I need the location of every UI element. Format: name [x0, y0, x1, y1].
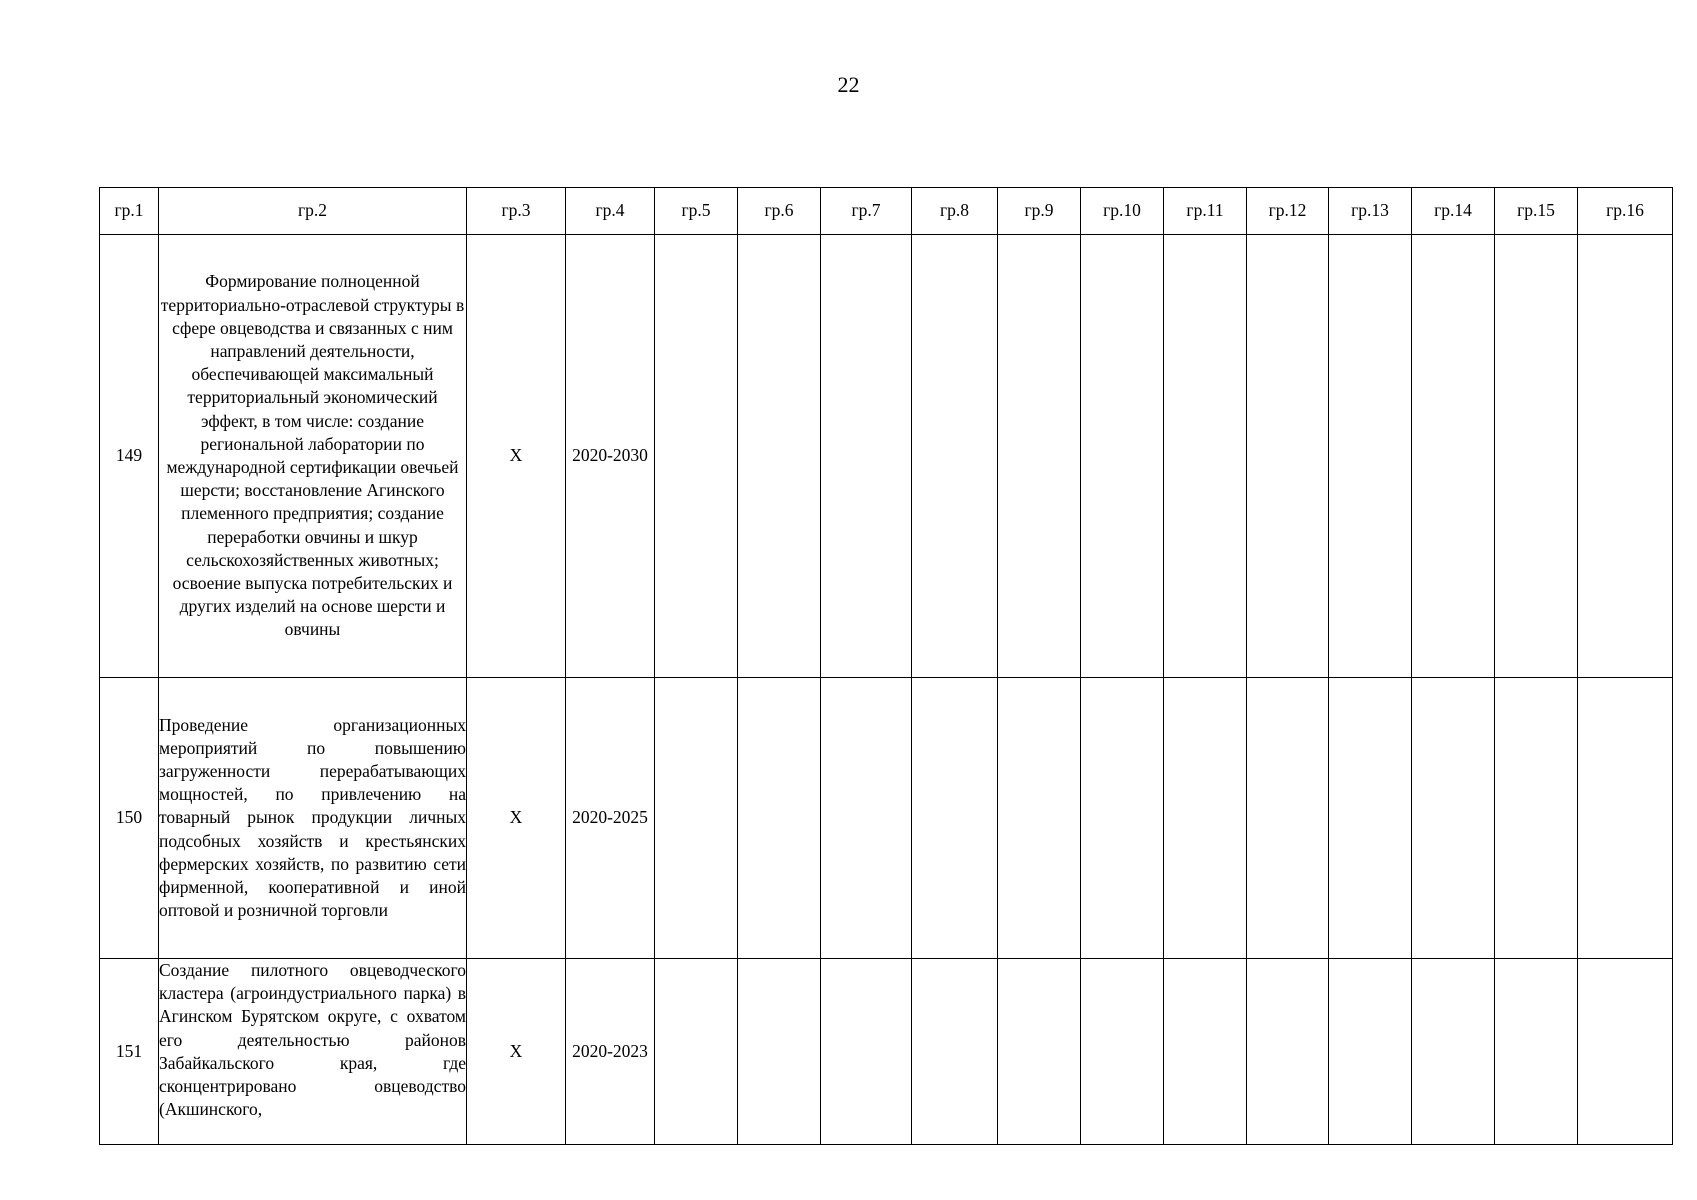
header-cell: гр.11: [1164, 188, 1247, 235]
empty-cell: [1412, 959, 1495, 1145]
empty-cell: [738, 959, 821, 1145]
empty-cell: [1247, 959, 1329, 1145]
row-period: 2020-2023: [566, 959, 655, 1145]
table-row: [100, 235, 1673, 678]
empty-cell: [1578, 235, 1673, 678]
empty-cell: [738, 235, 821, 678]
header-cell: гр.14: [1412, 188, 1495, 235]
empty-cell: [1412, 235, 1495, 678]
row-number: 149: [100, 235, 159, 678]
empty-cell: [655, 235, 738, 678]
empty-cell: [1578, 959, 1673, 1145]
table-row: [100, 678, 1673, 959]
header-cell: гр.8: [912, 188, 998, 235]
header-cell: гр.9: [998, 188, 1081, 235]
empty-cell: [1329, 235, 1412, 678]
empty-cell: [1329, 678, 1412, 959]
page-number: 22: [837, 72, 860, 97]
empty-cell: [738, 678, 821, 959]
header-cell: гр.13: [1329, 188, 1412, 235]
row-description-text: Формирование полноценной территориально-отраслевой структуры в сфере овцеводства и связанных с ним направлений деятельности, обеспечивающей максимальный территориальный экономический эффект, в том числе: создание региональной лаборатории по международной сертификации овечьей шерсти; восстановление Агинского племенного предприятия; создание переработки овчины и шкур сельскохозяйственных животных; освоение выпуска потребительских и других изделий на основе шерсти и овчины: [160, 271, 465, 640]
empty-cell: [1495, 235, 1578, 678]
header-cell: гр.15: [1495, 188, 1578, 235]
empty-cell: [1247, 235, 1329, 678]
empty-cell: [1081, 959, 1164, 1145]
empty-cell: [821, 959, 912, 1145]
empty-cell: [1081, 235, 1164, 678]
empty-cell: [1247, 678, 1329, 959]
header-cell: гр.6: [738, 188, 821, 235]
empty-cell: [1164, 235, 1247, 678]
empty-cell: [998, 678, 1081, 959]
empty-cell: [1081, 678, 1164, 959]
row-description: [159, 678, 467, 959]
row-description-text: Проведение организационных мероприятий по повышению загруженности перерабатывающих мощностей, по привлечению на товарный рынок продукции личных подсобных хозяйств и крестьянских фермерских хозяйств, по развитию сети фирменной, кооперативной и иной оптовой и розничной торговли: [159, 714, 466, 921]
row-number: 150: [100, 678, 159, 959]
row-col3: Х: [467, 959, 566, 1145]
header-cell: гр.10: [1081, 188, 1164, 235]
row-description: [159, 235, 467, 678]
empty-cell: [655, 959, 738, 1145]
data-table: [99, 187, 1673, 1145]
empty-cell: [998, 235, 1081, 678]
row-description-text: Создание пилотного овцеводческого кластера (агроиндустриального парка) в Агинском Бурятском округе, с охватом его деятельностью районов Забайкальского края, где сконцентрировано овцеводство (Акшинского,: [159, 960, 466, 1120]
empty-cell: [655, 678, 738, 959]
row-period: 2020-2030: [566, 235, 655, 678]
empty-cell: [821, 235, 912, 678]
row-number: 151: [100, 959, 159, 1145]
empty-cell: [1329, 959, 1412, 1145]
empty-cell: [1495, 678, 1578, 959]
empty-cell: [912, 959, 998, 1145]
header-cell: гр.2: [159, 188, 467, 235]
row-col3: Х: [467, 235, 566, 678]
empty-cell: [998, 959, 1081, 1145]
empty-cell: [912, 678, 998, 959]
empty-cell: [1164, 959, 1247, 1145]
header-cell: гр.3: [467, 188, 566, 235]
header-cell: гр.16: [1578, 188, 1673, 235]
row-col3: Х: [467, 678, 566, 959]
header-cell: гр.5: [655, 188, 738, 235]
header-cell: гр.12: [1247, 188, 1329, 235]
row-description: [159, 959, 467, 1145]
empty-cell: [1578, 678, 1673, 959]
empty-cell: [1412, 678, 1495, 959]
header-cell: гр.4: [566, 188, 655, 235]
table-row: [100, 959, 1673, 1145]
empty-cell: [912, 235, 998, 678]
header-cell: гр.7: [821, 188, 912, 235]
empty-cell: [1164, 678, 1247, 959]
empty-cell: [821, 678, 912, 959]
table-header-row: [100, 188, 1673, 235]
header-cell: гр.1: [100, 188, 159, 235]
empty-cell: [1495, 959, 1578, 1145]
row-period: 2020-2025: [566, 678, 655, 959]
